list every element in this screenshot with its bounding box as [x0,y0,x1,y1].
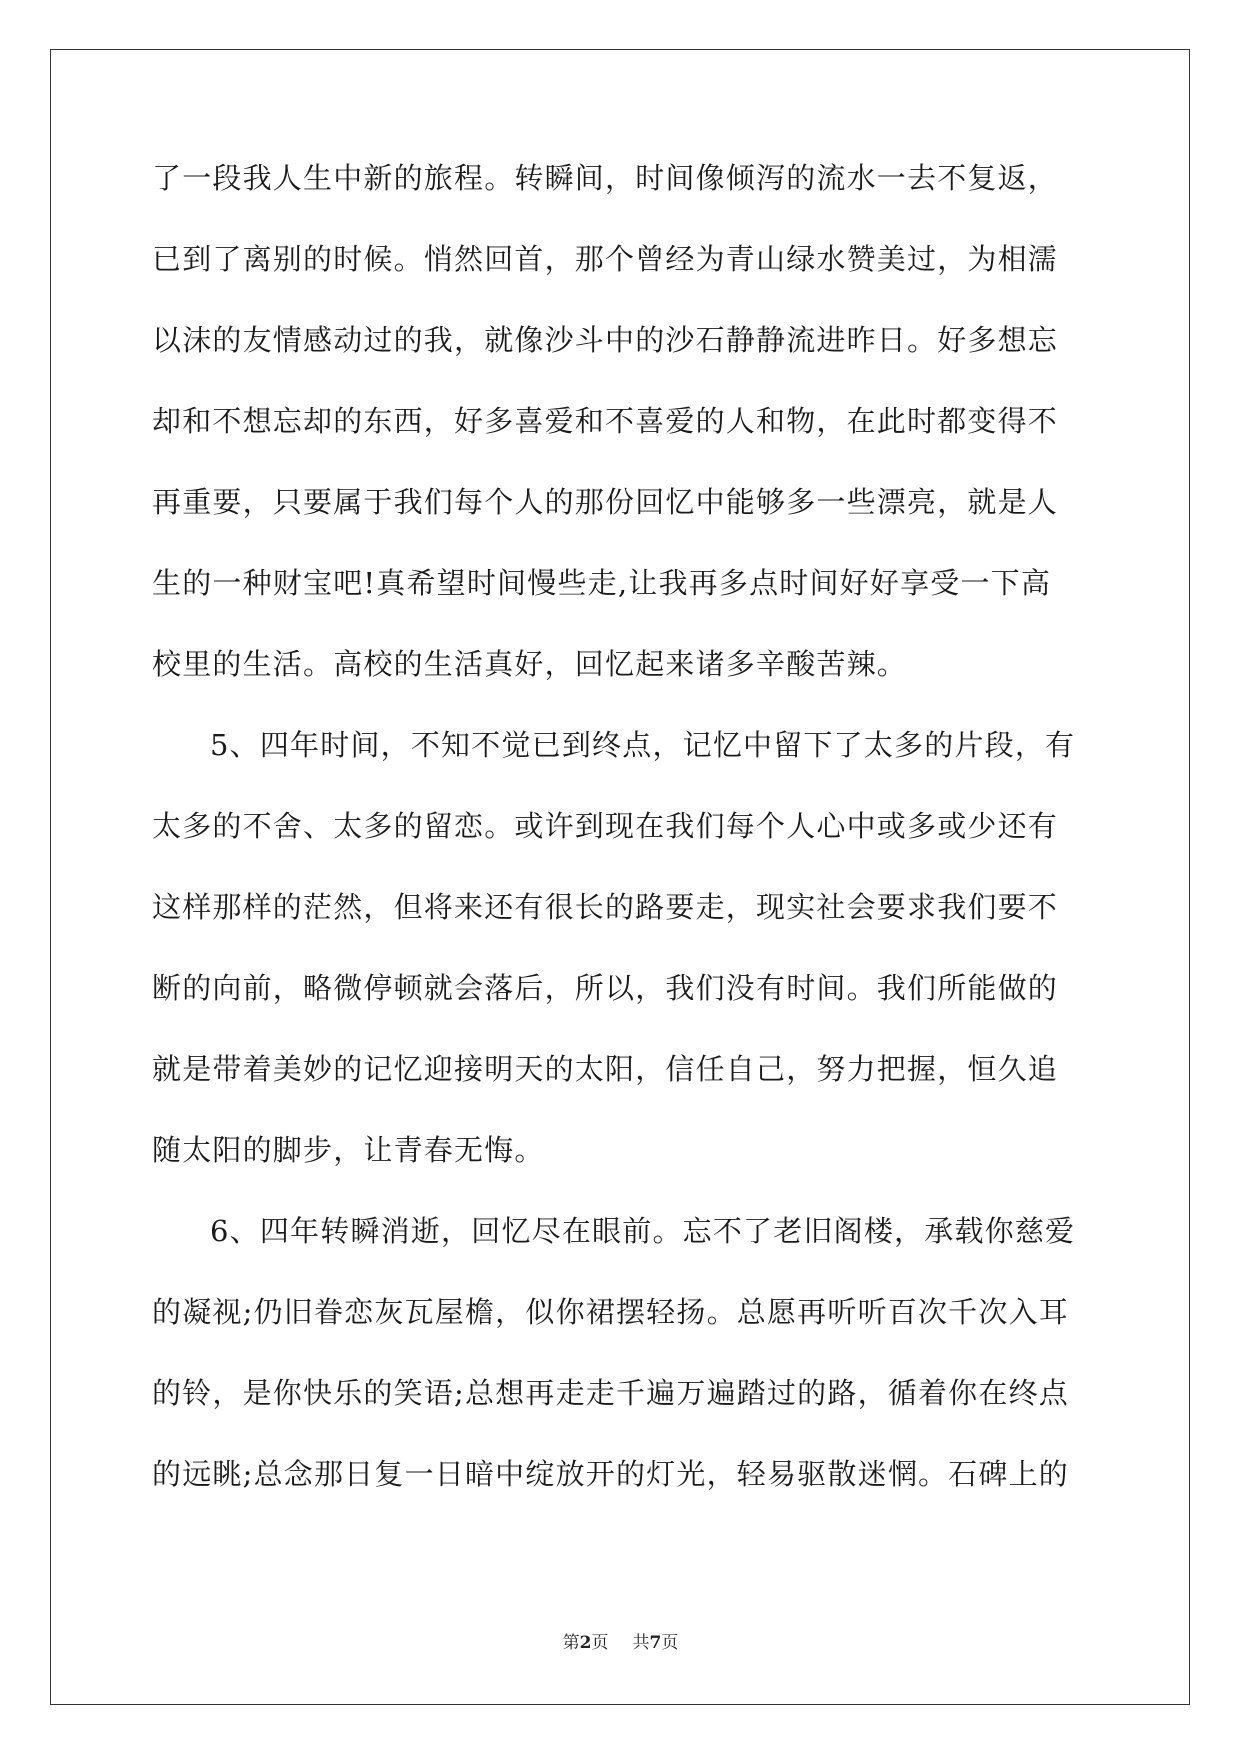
text-line: 的铃，是你快乐的笑语;总想再走走千遍万遍踏过的路，循着你在终点 [152,1376,1069,1410]
paragraph-first-line: 5、四年时间，不知不觉已到终点，记忆中留下了太多的片段，有 [210,728,1076,762]
paragraph-first-line: 6、四年转瞬消逝，回忆尽在眼前。忘不了老旧阁楼，承载你慈爱 [210,1214,1076,1248]
page-prefix: 第 [562,1633,580,1653]
page-total: 7 [649,1633,662,1653]
text-line: 生的一种财宝吧!真希望时间慢些走,让我再多点时间好好享受一下高 [152,566,1052,600]
text-line: 就是带着美妙的记忆迎接明天的太阳，信任自己，努力把握，恒久追 [152,1052,1059,1086]
text-line: 再重要，只要属于我们每个人的那份回忆中能够多一些漂亮，就是人 [152,485,1059,519]
page-suffix: 页 [591,1633,609,1653]
total-prefix: 共 [632,1633,650,1653]
text-line: 随太阳的脚步，让青春无悔。 [152,1133,545,1167]
page-footer [0,1628,1241,1653]
text-line: 却和不想忘却的东西，好多喜爱和不喜爱的人和物，在此时都变得不 [152,404,1059,438]
text-line: 的远眺;总念那日复一日暗中绽放开的灯光，轻易驱散迷惘。石碑上的 [152,1457,1069,1491]
total-suffix: 页 [661,1633,679,1653]
text-line: 断的向前，略微停顿就会落后，所以，我们没有时间。我们所能做的 [152,971,1059,1005]
text-line: 校里的生活。高校的生活真好，回忆起来诸多辛酸苦辣。 [152,647,908,681]
text-line: 了一段我人生中新的旅程。转瞬间，时间像倾泻的流水一去不复返， [152,161,1059,195]
text-line: 太多的不舍、太多的留恋。或许到现在我们每个人心中或多或少还有 [152,809,1059,843]
text-line: 的凝视;仍旧眷恋灰瓦屋檐，似你裙摆轻扬。总愿再听听百次千次入耳 [152,1295,1069,1329]
page-current: 2 [579,1633,592,1653]
text-line: 以沫的友情感动过的我，就像沙斗中的沙石静静流进昨日。好多想忘 [152,323,1059,357]
text-line: 已到了离别的时候。悄然回首，那个曾经为青山绿水赞美过，为相濡 [152,242,1059,276]
text-line: 这样那样的茫然，但将来还有很长的路要走，现实社会要求我们要不 [152,890,1059,924]
document-body [152,158,1092,1535]
